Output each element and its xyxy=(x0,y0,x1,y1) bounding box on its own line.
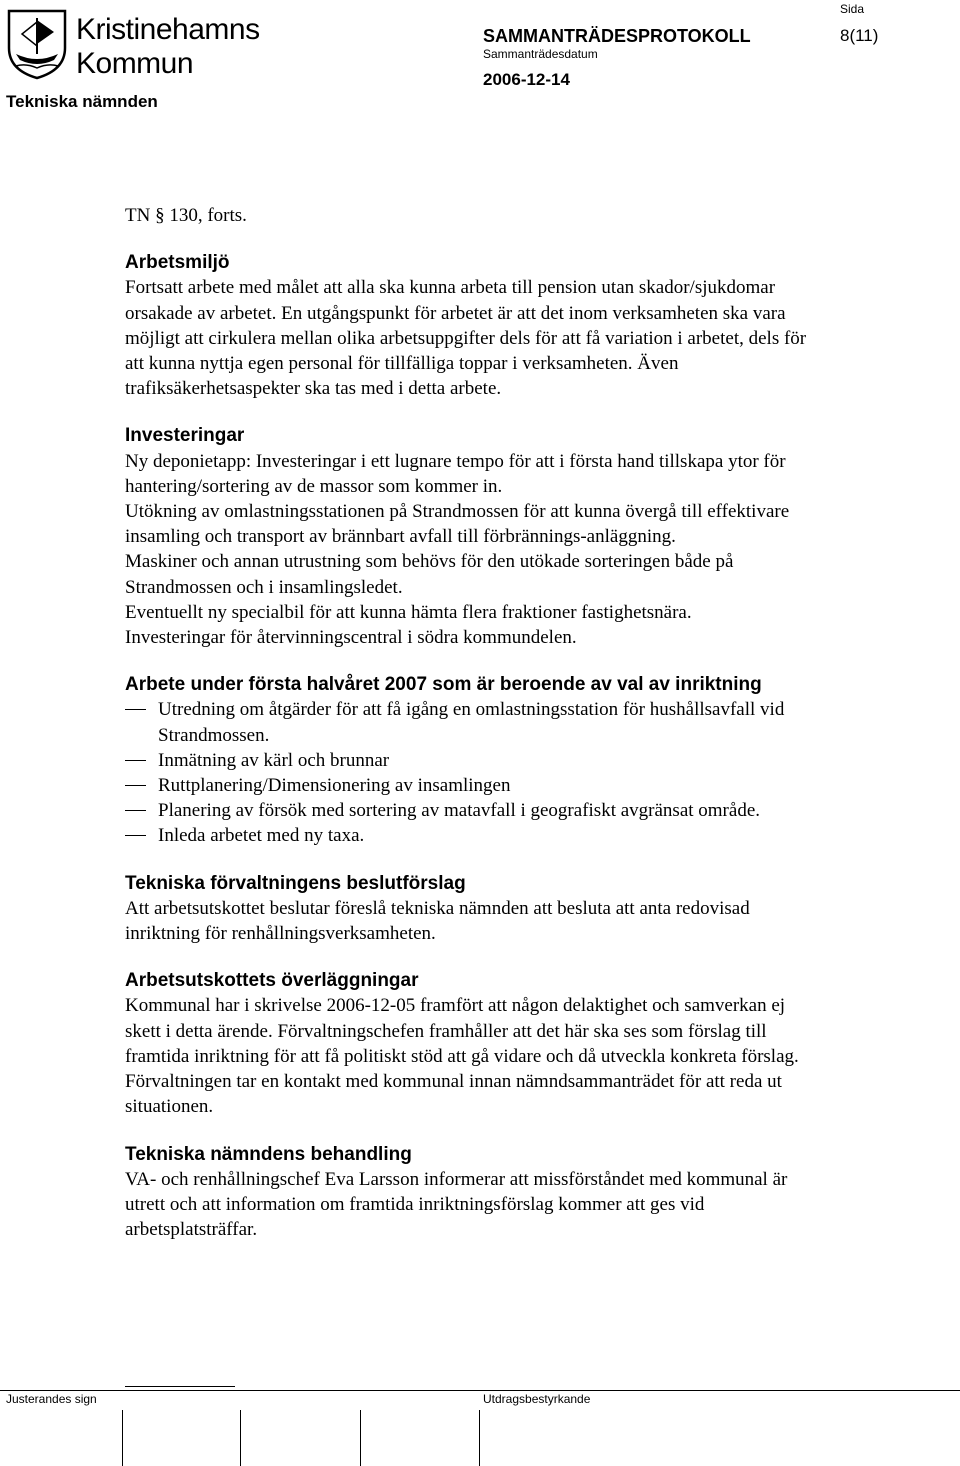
list-item xyxy=(125,748,825,773)
section-text: Kommunal har i skrivelse 2006-12-05 framfört att någon delaktighet och samverkan ej skett i detta ärende. Förvaltningschefen framhåller att det här ska ses som förslag till framtida inriktning för att få politiskt stöd att gå vidare och då utveckla konkreta förslag. Förvaltningen tar en kontakt med kommunal innan nämndsammanträdet för att reda ut situationen. xyxy=(125,995,799,1118)
investment-paragraph: Eventuellt ny specialbil för att kunna hämta flera fraktioner fastighetsnära. xyxy=(125,601,692,623)
signature-box-divider xyxy=(479,1410,480,1466)
section-heading: Tekniska nämndens behandling xyxy=(125,1143,412,1165)
signature-box-divider xyxy=(240,1410,241,1466)
section-text: Att arbetsutskottet beslutar föreslå tekniska nämnden att besluta att anta redovisad inriktning för renhållningsverksamheten. xyxy=(125,897,750,945)
investment-paragraph: Maskiner och annan utrustning som behövs för den utökade sorteringen både på Strandmossen och i insamlingsledet. xyxy=(125,551,734,598)
section-investeringar xyxy=(125,423,825,650)
section-arbete xyxy=(125,672,825,848)
work-list xyxy=(125,697,825,848)
list-item-text: Inleda arbetet med ny taxa. xyxy=(158,825,365,847)
section-text: VA- och renhållningschef Eva Larsson informerar att missförståndet med kommunal är utrett och att information om framtida inriktningsförslag kommer att ges vid arbetsplatsträffar. xyxy=(125,1168,788,1241)
dash-bullet xyxy=(125,810,146,811)
meeting-date-label: Sammanträdesdatum xyxy=(483,47,598,61)
org-name-line1: Kristinehamns xyxy=(76,13,260,46)
investment-paragraph: Investeringar för återvinningscentral i södra kommundelen. xyxy=(125,627,577,649)
section-heading: Arbetsmiljö xyxy=(125,252,230,274)
list-item-text: Inmätning av kärl och brunnar xyxy=(158,749,390,771)
dash-bullet xyxy=(125,709,146,710)
municipality-crest-logo xyxy=(6,8,68,80)
department-name: Tekniska nämnden xyxy=(6,92,158,111)
certification-label: Utdragsbestyrkande xyxy=(483,1392,591,1406)
dash-bullet xyxy=(125,785,146,786)
list-item-text: Planering av försök med sortering av matavfall i geografiskt avgränsat område. xyxy=(158,800,760,822)
footer-divider xyxy=(0,1390,960,1391)
list-item-text: Ruttplanering/Dimensionering av insamlingen xyxy=(158,775,511,797)
section-arbetsmiljo xyxy=(125,250,825,401)
section-beslutforslag xyxy=(125,871,825,947)
signature-label: Justerandes sign xyxy=(6,1392,97,1406)
section-heading: Tekniska förvaltningens beslutförslag xyxy=(125,872,466,894)
signature-line xyxy=(125,1386,235,1387)
section-heading: Arbete under första halvåret 2007 som är beroende av val av inriktning xyxy=(125,674,762,696)
page-label: Sida xyxy=(840,2,865,16)
list-item xyxy=(125,773,825,798)
section-overlaggningar xyxy=(125,968,825,1119)
document-type: SAMMANTRÄDESPROTOKOLL xyxy=(483,26,751,46)
case-reference: TN § 130, forts. xyxy=(125,205,247,226)
page-number: 8(11) xyxy=(840,26,879,45)
section-heading: Investeringar xyxy=(125,425,245,447)
document-body xyxy=(125,203,825,1242)
list-item xyxy=(125,798,825,823)
investment-paragraph: Utökning av omlastningsstationen på Strandmossen för att kunna övergå till effektivare insamling och transport av brännbart avfall till förbrännings-anläggning. xyxy=(125,501,790,548)
section-heading: Arbetsutskottets överläggningar xyxy=(125,970,419,992)
signature-box-divider xyxy=(360,1410,361,1466)
list-item xyxy=(125,697,825,747)
meeting-date-value: 2006-12-14 xyxy=(483,70,570,89)
section-text: Fortsatt arbete med målet att alla ska kunna arbeta till pension utan skador/sjukdomar orsakade av arbetet. En utgångspunkt för arbetet är att det inom verksamheten ska vara möjligt att cirkulera mellan olika arbetsuppgifter dels för att få variation i arbetet, dels för att kunna nyttja egen personal för tillfälliga toppar i verksamheten. Även trafiksäkerhetsaspekter ska tas med i detta arbete. xyxy=(125,277,807,400)
dash-bullet xyxy=(125,835,146,836)
section-behandling xyxy=(125,1142,825,1243)
org-name-line2: Kommun xyxy=(76,47,194,80)
investment-paragraph: Ny deponietapp: Investeringar i ett lugnare tempo för att i första hand tillskapa ytor för hantering/sortering av de massor som kommer in. xyxy=(125,450,786,497)
list-item-text: Utredning om åtgärder för att få igång en omlastningsstation för hushållsavfall vid Strandmossen. xyxy=(158,699,785,746)
list-item xyxy=(125,823,825,848)
signature-box-divider xyxy=(122,1410,123,1466)
dash-bullet xyxy=(125,760,146,761)
